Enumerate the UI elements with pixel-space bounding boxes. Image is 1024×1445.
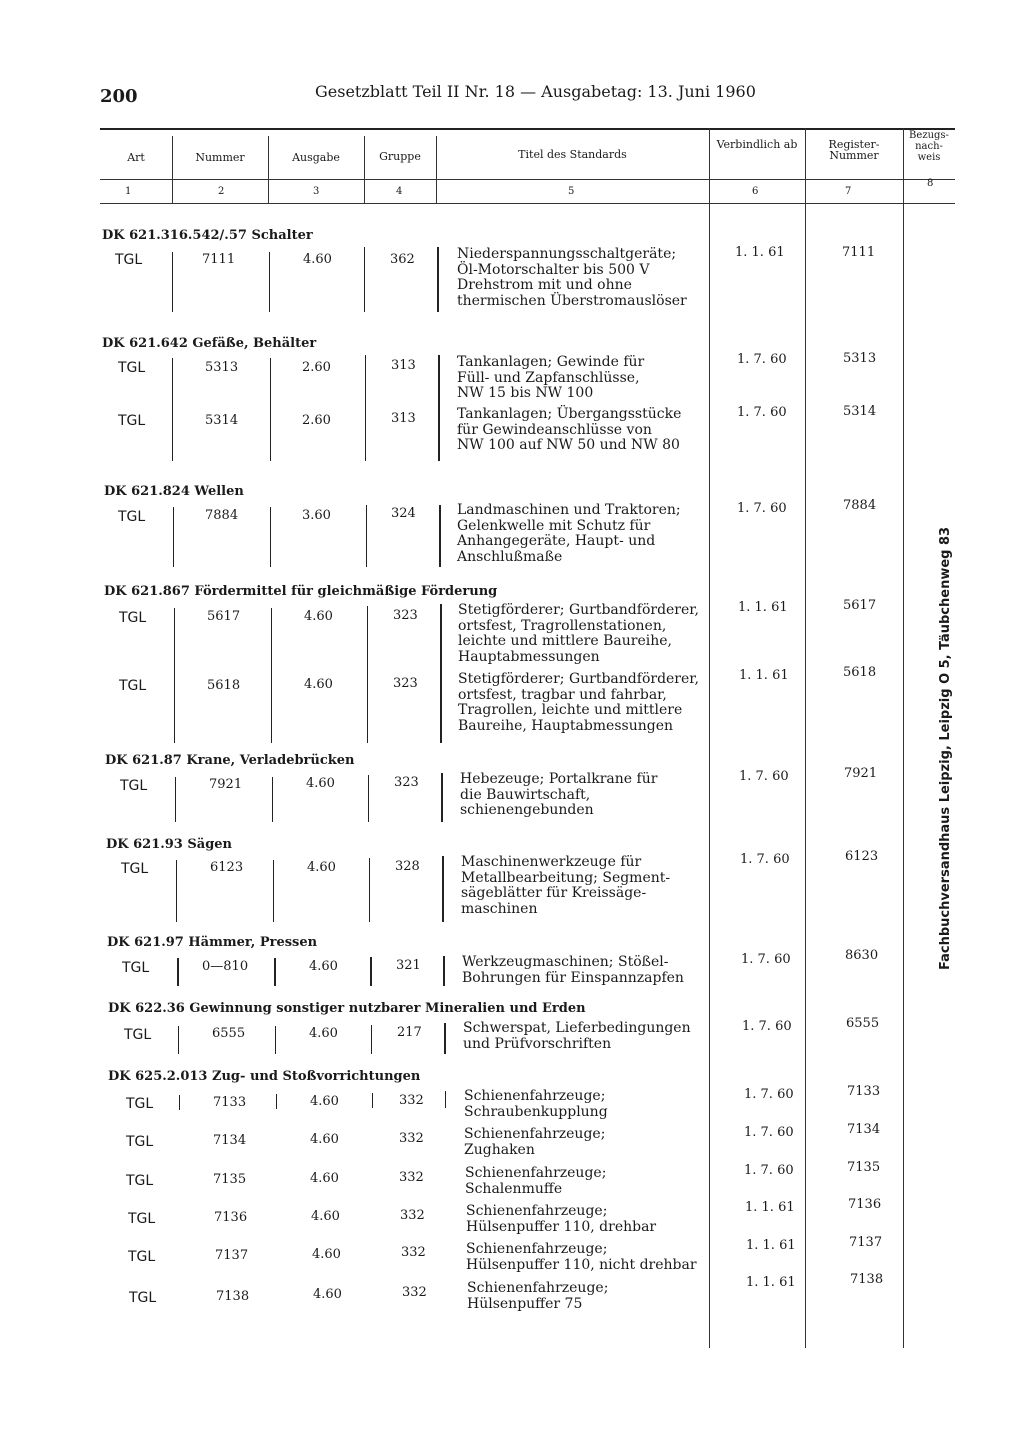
entry-gruppe: 332: [399, 1093, 424, 1108]
entry-art: TGL: [121, 861, 149, 877]
entry-title: Stetigförderer; Gurtbandförderer, ortsfest, tragbar und fahrbar, Tragrollen, leichte und mittlere Baureihe, Hauptabmessungen: [458, 671, 699, 734]
row-bar: [174, 608, 175, 743]
entry-gruppe: 324: [391, 506, 416, 521]
entry-gruppe: 323: [394, 775, 419, 790]
entry-verbindlich: 1. 7. 60: [737, 405, 787, 420]
section-heading: DK 621.824 Wellen: [104, 484, 244, 499]
entry-title: Tankanlagen; Übergangsstücke für Gewindeanschlüsse von NW 100 auf NW 50 und NW 80: [457, 406, 682, 453]
row-bar: [176, 860, 177, 922]
entry-title: Schienenfahrzeuge; Hülsenpuffer 110, drehbar: [466, 1203, 657, 1235]
entry-ausgabe: 4.60: [304, 677, 333, 692]
entry-nummer: 7884: [205, 508, 239, 523]
entry-title: Stetigförderer; Gurtbandförderer, ortsfest, Tragrollenstationen, leichte und mittlere Baureihe, Hauptabmessungen: [458, 602, 699, 665]
row-bar: [443, 956, 445, 986]
entry-art: TGL: [124, 1027, 152, 1043]
row-bar: [172, 358, 173, 461]
entry-verbindlich: 1. 1. 61: [738, 600, 788, 615]
entry-gruppe: 323: [393, 608, 418, 623]
row-bar: [442, 856, 444, 922]
entry-register: 7884: [843, 498, 877, 513]
section-heading: DK 625.2.013 Zug- und Stoßvorrichtungen: [108, 1069, 421, 1084]
col-sep-long: [805, 128, 806, 1348]
entry-title: Tankanlagen; Gewinde für Füll- und Zapfanschlüsse, NW 15 bis NW 100: [457, 354, 645, 401]
entry-art: TGL: [119, 678, 147, 694]
section-heading: DK 621.642 Gefäße, Behälter: [102, 336, 317, 351]
entry-verbindlich: 1. 1. 61: [745, 1200, 795, 1215]
row-bar: [371, 1025, 372, 1054]
entry-title: Niederspannungsschaltgeräte; Öl-Motorschalter bis 500 V Drehstrom mit und ohne thermischen Überstromauslöser: [457, 246, 687, 309]
entry-title: Schwerspat, Lieferbedingungen und Prüfvorschriften: [463, 1020, 691, 1052]
entry-gruppe: 313: [391, 358, 416, 373]
row-bar: [440, 604, 442, 743]
entry-title: Werkzeugmaschinen; Stößel- Bohrungen für Einspannzapfen: [462, 954, 684, 986]
table-top-rule: [100, 128, 955, 130]
entry-title: Landmaschinen und Traktoren; Gelenkwelle mit Schutz für Anhangegeräte, Haupt- und Anschlußmaße: [457, 502, 681, 565]
col-header-verbindlich: Verbindlich ab: [716, 138, 798, 151]
section-heading: DK 621.867 Fördermittel für gleichmäßige Förderung: [104, 584, 498, 599]
entry-register: 6555: [846, 1016, 880, 1031]
entry-register: 5313: [843, 351, 877, 366]
entry-register: 7133: [847, 1084, 881, 1099]
entry-gruppe: 332: [400, 1208, 425, 1223]
entry-verbindlich: 1. 1. 61: [746, 1238, 796, 1253]
col-number: 2: [218, 186, 225, 197]
entry-nummer: 7133: [213, 1095, 247, 1110]
entry-ausgabe: 4.60: [310, 1171, 339, 1186]
col-header-titel: Titel des Standards: [518, 148, 627, 161]
entry-nummer: 0—810: [202, 959, 249, 974]
col-sep: [364, 136, 365, 203]
entry-gruppe: 362: [390, 252, 415, 267]
entry-art: TGL: [119, 610, 147, 626]
entry-ausgabe: 4.60: [307, 860, 336, 875]
row-bar: [445, 1091, 446, 1108]
entry-nummer: 7138: [216, 1289, 250, 1304]
entry-art: TGL: [118, 413, 146, 429]
entry-ausgabe: 4.60: [312, 1247, 341, 1262]
row-bar: [272, 777, 273, 822]
entry-gruppe: 332: [399, 1170, 424, 1185]
entry-nummer: 6555: [212, 1026, 246, 1041]
entry-gruppe: 323: [393, 676, 418, 691]
entry-verbindlich: 1. 7. 60: [744, 1087, 794, 1102]
entry-verbindlich: 1. 7. 60: [739, 769, 789, 784]
row-bar: [178, 1026, 179, 1054]
row-bar: [437, 247, 439, 312]
entry-gruppe: 332: [402, 1285, 427, 1300]
row-bar: [271, 608, 272, 743]
entry-register: 7135: [847, 1160, 881, 1175]
row-bar: [179, 1095, 180, 1110]
entry-gruppe: 217: [397, 1025, 422, 1040]
entry-nummer: 5618: [207, 678, 241, 693]
entry-nummer: 5617: [207, 609, 241, 624]
entry-nummer: 7111: [202, 252, 236, 267]
row-bar: [367, 606, 368, 743]
entry-title: Schienenfahrzeuge; Hülsenpuffer 75: [467, 1280, 609, 1312]
row-bar: [274, 958, 276, 986]
row-bar: [369, 858, 370, 922]
entry-title: Schienenfahrzeuge; Hülsenpuffer 110, nicht drehbar: [466, 1241, 697, 1273]
section-heading: DK 621.316.542/.57 Schalter: [102, 228, 313, 243]
row-bar: [444, 1023, 446, 1054]
entry-title: Schienenfahrzeuge; Schalenmuffe: [465, 1165, 607, 1197]
entry-gruppe: 332: [401, 1245, 426, 1260]
entry-ausgabe: 4.60: [310, 1132, 339, 1147]
col-number: 4: [396, 186, 403, 197]
row-bar: [364, 247, 365, 312]
entry-title: Maschinenwerkzeuge für Metallbearbeitung; Segment- sägeblätter für Kreissäge- maschinen: [461, 854, 671, 917]
entry-art: TGL: [118, 509, 146, 525]
col-sep-long: [903, 128, 904, 1348]
entry-register: 5618: [843, 665, 877, 680]
entry-verbindlich: 1. 7. 60: [737, 352, 787, 367]
col-header-nummer: Nummer: [195, 151, 245, 164]
entry-ausgabe: 4.60: [309, 1026, 338, 1041]
entry-title: Hebezeuge; Portalkrane für die Bauwirtschaft, schienengebunden: [460, 771, 658, 818]
row-bar: [370, 957, 372, 986]
entry-nummer: 7137: [215, 1248, 249, 1263]
col-sep-long: [709, 128, 710, 1348]
entry-verbindlich: 1. 7. 60: [744, 1163, 794, 1178]
row-bar: [270, 507, 271, 567]
entry-art: TGL: [115, 252, 143, 268]
entry-register: 8630: [845, 948, 879, 963]
entry-register: 7921: [844, 766, 878, 781]
entry-ausgabe: 4.60: [303, 252, 332, 267]
section-heading: DK 621.97 Hämmer, Pressen: [107, 935, 318, 950]
entry-register: 7137: [849, 1235, 883, 1250]
row-bar: [366, 505, 367, 567]
entry-art: TGL: [120, 778, 148, 794]
entry-ausgabe: 2.60: [302, 413, 331, 428]
entry-nummer: 6123: [210, 860, 244, 875]
table-header-rule: [100, 179, 955, 180]
row-bar: [173, 507, 174, 567]
entry-art: TGL: [126, 1096, 154, 1112]
entry-gruppe: 321: [396, 958, 421, 973]
col-sep: [436, 136, 437, 203]
col-number: 1: [125, 186, 132, 197]
row-bar: [276, 1094, 277, 1109]
entry-ausgabe: 3.60: [302, 508, 331, 523]
row-bar: [368, 775, 369, 822]
entry-title: Schienenfahrzeuge; Zughaken: [464, 1126, 606, 1158]
entry-ausgabe: 4.60: [304, 609, 333, 624]
entry-register: 7138: [850, 1272, 884, 1287]
entry-register: 7111: [842, 245, 876, 260]
entry-nummer: 7136: [214, 1210, 248, 1225]
entry-nummer: 7921: [209, 777, 243, 792]
entry-verbindlich: 1. 1. 61: [735, 245, 785, 260]
entry-register: 5314: [843, 404, 877, 419]
entry-art: TGL: [126, 1173, 154, 1189]
col-number: 5: [568, 186, 575, 197]
running-title: Gesetzblatt Teil II Nr. 18 — Ausgabetag: 13. Juni 1960: [315, 82, 756, 101]
entry-register: 5617: [843, 598, 877, 613]
entry-ausgabe: 4.60: [313, 1287, 342, 1302]
row-bar: [372, 1093, 373, 1108]
entry-art: TGL: [126, 1134, 154, 1150]
row-bar: [275, 1026, 276, 1054]
entry-verbindlich: 1. 1. 61: [739, 668, 789, 683]
entry-art: TGL: [128, 1211, 156, 1227]
section-heading: DK 622.36 Gewinnung sonstiger nutzbarer Mineralien und Erden: [108, 1001, 586, 1016]
entry-nummer: 5313: [205, 360, 239, 375]
row-bar: [439, 505, 441, 567]
col-header-ausgabe: Ausgabe: [292, 151, 340, 164]
col-number: 7: [845, 186, 852, 197]
row-bar: [270, 358, 271, 461]
row-bar: [175, 777, 176, 822]
entry-nummer: 5314: [205, 413, 239, 428]
col-header-bezug: Bezugs-nach-weis: [909, 130, 949, 163]
col-sep: [172, 136, 173, 203]
col-number: 3: [313, 186, 320, 197]
entry-ausgabe: 4.60: [310, 1094, 339, 1109]
entry-verbindlich: 1. 7. 60: [737, 501, 787, 516]
page-number: 200: [100, 86, 138, 107]
entry-art: TGL: [129, 1290, 157, 1306]
row-bar: [438, 355, 440, 461]
section-heading: DK 621.87 Krane, Verladebrücken: [105, 753, 355, 768]
col-header-art: Art: [127, 151, 145, 164]
entry-art: TGL: [122, 960, 150, 976]
row-bar: [441, 773, 443, 822]
row-bar: [365, 355, 366, 461]
entry-title: Schienenfahrzeuge; Schraubenkupplung: [464, 1088, 608, 1120]
row-bar: [273, 860, 274, 922]
entry-art: TGL: [118, 360, 146, 376]
col-number: 6: [752, 186, 759, 197]
entry-register: 7134: [847, 1122, 881, 1137]
entry-nummer: 7134: [213, 1133, 247, 1148]
entry-nummer: 7135: [213, 1172, 247, 1187]
col-header-gruppe: Gruppe: [379, 150, 421, 163]
entry-ausgabe: 4.60: [306, 776, 335, 791]
entry-art: TGL: [128, 1249, 156, 1265]
row-bar: [177, 958, 179, 986]
entry-gruppe: 332: [399, 1131, 424, 1146]
section-heading: DK 621.93 Sägen: [106, 837, 233, 852]
entry-register: 6123: [845, 849, 879, 864]
entry-verbindlich: 1. 7. 60: [740, 852, 790, 867]
entry-register: 7136: [848, 1197, 882, 1212]
entry-verbindlich: 1. 7. 60: [741, 952, 791, 967]
entry-ausgabe: 4.60: [309, 959, 338, 974]
entry-gruppe: 328: [395, 859, 420, 874]
entry-ausgabe: 2.60: [302, 360, 331, 375]
table-number-rule: [100, 203, 955, 204]
row-bar: [269, 252, 270, 312]
entry-verbindlich: 1. 1. 61: [746, 1275, 796, 1290]
entry-verbindlich: 1. 7. 60: [742, 1019, 792, 1034]
entry-gruppe: 313: [391, 411, 416, 426]
side-note: Fachbuchversandhaus Leipzig, Leipzig O 5, Täubchenweg 83: [938, 526, 953, 970]
entry-ausgabe: 4.60: [311, 1209, 340, 1224]
col-header-register: Register-Nummer: [828, 138, 880, 162]
entry-verbindlich: 1. 7. 60: [744, 1125, 794, 1140]
col-number: 8: [927, 178, 934, 189]
col-sep: [268, 136, 269, 203]
row-bar: [172, 252, 173, 312]
